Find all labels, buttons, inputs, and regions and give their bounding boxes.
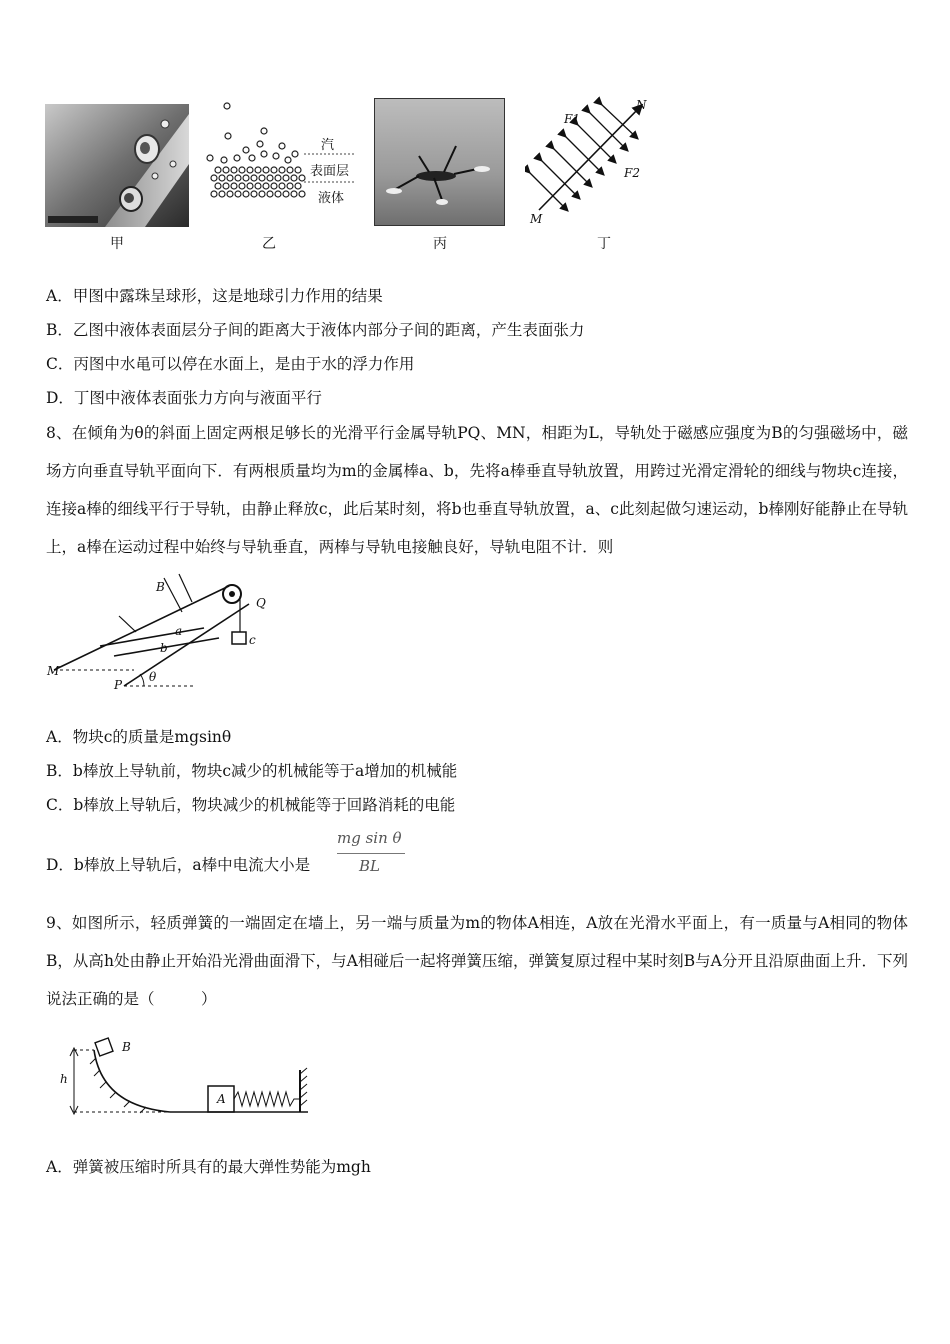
label-p: P — [114, 678, 123, 692]
q8-option-d-fraction — [337, 829, 407, 877]
q8-option-b: B．b棒放上导轨前，物块c减少的机械能等于a增加的机械能 — [46, 762, 458, 780]
q7-option-b: B．乙图中液体表面层分子间的距离大于液体内部分子间的距离，产生表面张力 — [46, 321, 585, 339]
label-a: A — [217, 1092, 226, 1106]
figure-ding-caption: 丁 — [597, 236, 611, 252]
q8-option-d: D．b棒放上导轨后，a棒中电流大小是 — [46, 856, 311, 874]
label-m: M — [47, 664, 60, 678]
label-vapor: 汽 — [321, 138, 335, 153]
figure-jia-dew-photo — [45, 104, 189, 227]
label-b: B — [122, 1040, 131, 1054]
q9-option-a: A．弹簧被压缩时所具有的最大弹性势能为mgh — [46, 1158, 371, 1176]
figure-yi-molecules — [200, 98, 360, 208]
label-q: Q — [256, 596, 266, 610]
label-m: M — [530, 212, 543, 226]
q9-figure-spring — [60, 1036, 315, 1116]
q7-option-d: D．丁图中液体表面张力方向与液面平行 — [46, 389, 322, 407]
label-liquid: 液体 — [318, 191, 345, 206]
q8-option-c: C．b棒放上导轨后，物块减少的机械能等于回路消耗的电能 — [46, 796, 456, 814]
label-b-field: B — [156, 580, 165, 594]
q9-stem: 9、如图所示，轻质弹簧的一端固定在墙上，另一端与质量为m的物体A相连，A放在光滑水平面上，有一质量与A相同的物体B，从高h处由静止开始沿光滑曲面滑下，与A相碰后一起将弹簧压缩，弹簧复原过程中某时刻B与A分开且沿原曲面上升．下列说法正确的是（ ） — [46, 914, 908, 1008]
q8-stem: 8、在倾角为θ的斜面上固定两根足够长的光滑平行金属导轨PQ、MN，相距为L，导轨处于磁感应强度为B的匀强磁场中，磁场方向垂直导轨平面向下．有两根质量均为m的金属棒a、b，先将a棒垂直导轨放置，用跨过光滑定滑轮的细线与物块c连接，连接a棒的细线平行于导轨，由静止释放c，此后某时刻，将b也垂直导轨放置，a、c此刻起做匀速运动，b棒刚好能静止在导轨上，a棒在运动过程中始终与导轨垂直，两棒与导轨电接触良好，导轨电阻不计．则 — [46, 424, 908, 556]
label-f1: F1 — [564, 112, 580, 126]
label-f2: F2 — [624, 166, 640, 180]
label-a: a — [175, 624, 183, 638]
label-b: b — [160, 641, 168, 655]
fraction-numerator: mg sin θ — [337, 829, 402, 847]
figure-jia-caption: 甲 — [110, 236, 124, 252]
q8-option-a: A．物块c的质量是mgsinθ — [46, 728, 232, 746]
label-surface-layer: 表面层 — [310, 164, 350, 179]
label-theta: θ — [149, 670, 157, 684]
q8-figure-rails — [44, 566, 284, 696]
label-h: h — [60, 1072, 68, 1086]
q7-option-a: A．甲图中露珠呈球形，这是地球引力作用的结果 — [46, 287, 383, 305]
figure-yi-caption: 乙 — [262, 236, 276, 252]
q7-option-c: C．丙图中水黾可以停在水面上，是由于水的浮力作用 — [46, 355, 415, 373]
figure-bing-caption: 丙 — [433, 236, 447, 252]
fraction-denominator: BL — [359, 857, 380, 875]
figure-ding-surface-tension — [525, 96, 655, 231]
figure-bing-water-strider — [374, 98, 505, 226]
label-c: c — [249, 633, 256, 647]
label-n: N — [636, 98, 647, 112]
fraction-bar — [337, 853, 405, 854]
